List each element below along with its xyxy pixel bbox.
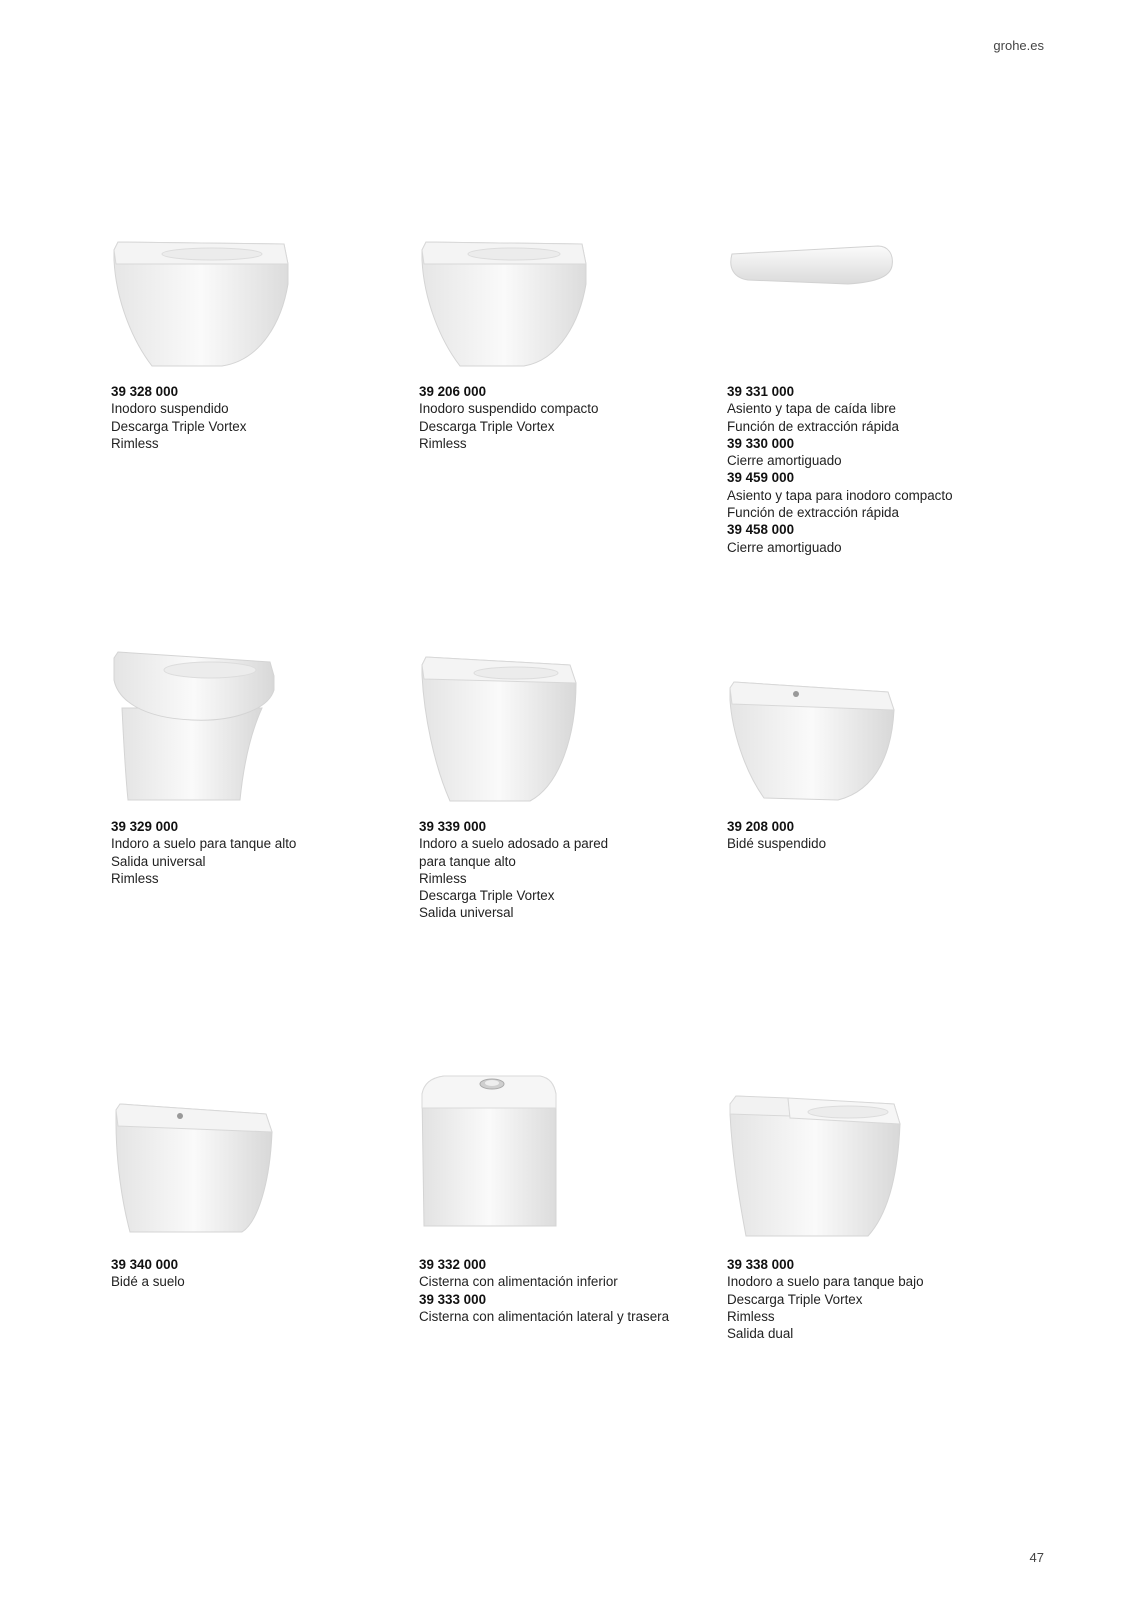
product-code: 39 206 000 (419, 384, 487, 399)
wall-hung-toilet-icon (112, 240, 292, 370)
product-code: 39 333 000 (419, 1291, 487, 1307)
product-description: Descarga Triple Vortex (419, 888, 555, 904)
product-description: Salida dual (727, 1326, 794, 1342)
product-description: Cierre amortiguado (727, 453, 842, 469)
floor-bidet-icon (114, 1102, 274, 1237)
product-description: Cierre amortiguado (727, 539, 842, 555)
product-description: Inodoro suspendido compacto (419, 401, 599, 417)
product-description: Cisterna con alimentación inferior (419, 1274, 618, 1290)
product-caption (727, 818, 1027, 853)
product-description: Inodoro a suelo para tanque bajo (727, 1274, 924, 1290)
cistern-icon (420, 1074, 560, 1234)
product-code: 39 331 000 (727, 384, 795, 399)
product-description: Función de extracción rápida (727, 505, 899, 521)
product-description: Indoro a suelo para tanque alto (111, 836, 297, 852)
product-caption (419, 383, 719, 452)
product-description: Función de extracción rápida (727, 418, 899, 434)
product-description: Rimless (111, 870, 159, 886)
product-caption (419, 1256, 719, 1325)
product-code: 39 339 000 (419, 819, 487, 834)
product-description: para tanque alto (419, 853, 516, 869)
product-caption (419, 818, 719, 922)
product-caption (727, 383, 1027, 556)
product-caption (727, 1256, 1027, 1342)
product-code: 39 459 000 (727, 470, 795, 486)
product-caption (111, 818, 411, 887)
product-description: Indoro a suelo adosado a pared (419, 836, 609, 852)
product-caption (111, 383, 411, 452)
product-description: Asiento y tapa para inodoro compacto (727, 487, 953, 503)
product-description: Rimless (727, 1308, 775, 1324)
product-code: 39 328 000 (111, 384, 179, 399)
toilet-seat-icon (728, 244, 898, 288)
product-code: 39 330 000 (727, 435, 795, 451)
product-description: Rimless (111, 435, 159, 451)
product-description: Salida universal (419, 905, 514, 921)
product-code: 39 340 000 (111, 1257, 179, 1272)
product-description: Bidé suspendido (727, 836, 827, 852)
product-caption (111, 1256, 411, 1291)
product-code: 39 332 000 (419, 1257, 487, 1272)
product-description: Cisterna con alimentación lateral y trasera (419, 1308, 670, 1324)
product-description: Salida universal (111, 853, 206, 869)
floor-toilet-icon (112, 650, 282, 805)
product-code: 39 458 000 (727, 522, 795, 538)
product-description: Bidé a suelo (111, 1274, 185, 1290)
product-description: Descarga Triple Vortex (727, 1291, 863, 1307)
wall-hung-bidet-icon (728, 680, 898, 805)
product-description: Descarga Triple Vortex (111, 418, 247, 434)
close-coupled-toilet-icon (728, 1094, 903, 1239)
product-description: Descarga Triple Vortex (419, 418, 555, 434)
compact-wall-hung-toilet-icon (420, 240, 600, 370)
product-code: 39 208 000 (727, 819, 795, 834)
product-description: Rimless (419, 435, 467, 451)
product-description: Rimless (419, 870, 467, 886)
back-to-wall-toilet-icon (420, 655, 585, 805)
product-description: Inodoro suspendido (111, 401, 229, 417)
product-code: 39 329 000 (111, 819, 179, 834)
page-number: 47 (1029, 1550, 1044, 1565)
product-code: 39 338 000 (727, 1257, 795, 1272)
product-description: Asiento y tapa de caída libre (727, 401, 896, 417)
site-url: grohe.es (993, 38, 1044, 53)
